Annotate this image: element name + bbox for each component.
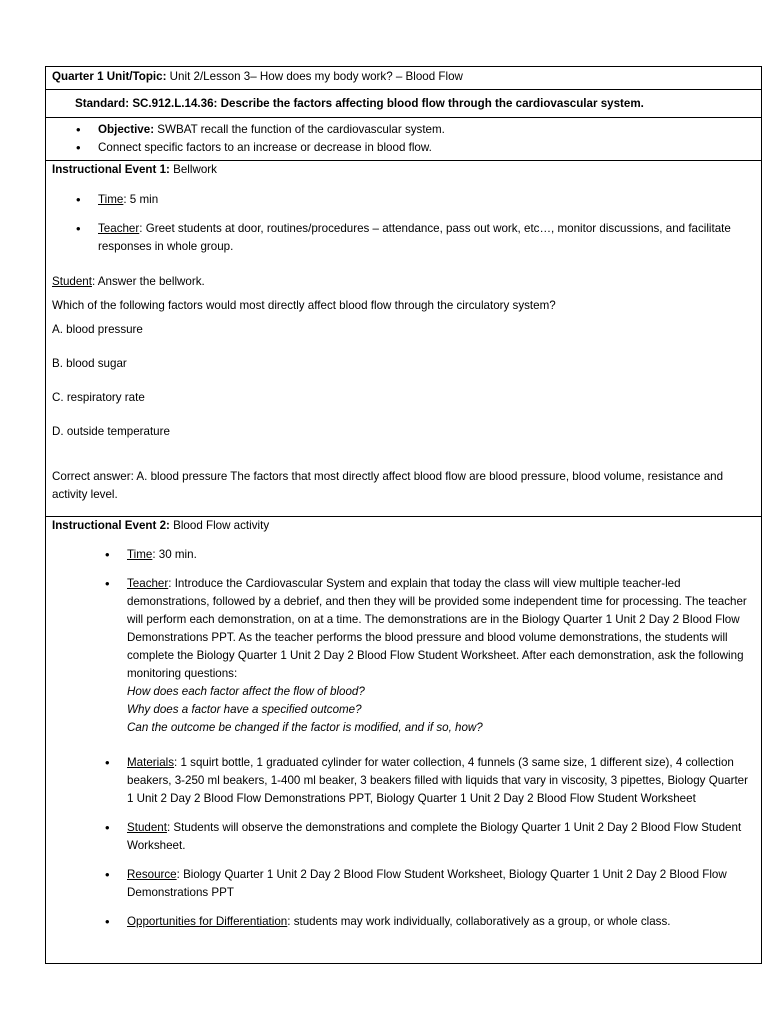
answer-option: C. respiratory rate <box>52 391 145 404</box>
event1-label: Instructional Event 1: <box>52 163 170 176</box>
objective-value: SWBAT recall the function of the cardiovascular system. <box>154 123 445 136</box>
standard-value: Describe the factors affecting blood flow through the cardiovascular system. <box>217 97 644 110</box>
event1-student-label: Student <box>52 275 92 288</box>
event2-teacher-label: Teacher <box>127 577 169 590</box>
event2-materials-label: Materials <box>127 756 175 769</box>
topic-label: Quarter 1 Unit/Topic: <box>52 70 167 83</box>
correct-answer: Correct answer: A. blood pressure The factors that most directly affect blood flow are blood pressure, blood volume, resistance and activity level. <box>52 470 724 501</box>
event2-materials <box>52 754 755 808</box>
event2-resource-value: : Biology Quarter 1 Unit 2 Day 2 Blood Flow Student Worksheet, Biology Quarter 1 Unit 2 Day 2 Blood Flow Demonstrations PPT <box>127 868 727 899</box>
event1-time-label: Time <box>98 193 124 206</box>
event1-time <box>98 191 755 209</box>
event1-time-value: : 5 min <box>123 193 159 206</box>
topic-value: Unit 2/Lesson 3– How does my body work? – Blood Flow <box>166 70 463 83</box>
event1-student <box>52 273 755 291</box>
event2-materials-value: : 1 squirt bottle, 1 graduated cylinder for water collection, 4 funnels (3 same size, 1 different size), 4 collection beakers, 3-250 ml beakers, 1-400 ml beaker, 3 beakers filled with liquids that vary in viscosity, 3 pipettes, Biology Quarter 1 Unit 2 Day 2 Blood Flow Demonstrations PPT, Biology Quarter 1 Unit 2 Day 2 Blood Flow Student Worksheet <box>127 756 748 805</box>
monitoring-question: How does each factor affect the flow of blood? <box>127 685 365 698</box>
monitoring-question: Can the outcome be changed if the factor is modified, and if so, how? <box>127 721 483 734</box>
event2-resource <box>52 866 755 902</box>
event1-teacher-label: Teacher <box>98 222 140 235</box>
event2-time-label: Time <box>127 548 153 561</box>
objective-2-text: Connect specific factors to an increase or decrease in blood flow. <box>98 141 432 154</box>
event1-teacher-value: : Greet students at door, routines/procedures – attendance, pass out work, etc…, monitor discussions, and facilitate responses in whole group. <box>98 222 731 253</box>
event2-time-value: : 30 min. <box>152 548 197 561</box>
standard-label: Standard: SC.912.L.14.36: <box>75 97 218 110</box>
event1-section <box>45 160 762 516</box>
event1-student-value: : Answer the bellwork. <box>91 275 205 288</box>
event2-time <box>52 546 755 564</box>
event2-section <box>45 516 762 964</box>
answer-option: B. blood sugar <box>52 357 127 370</box>
answer-option: D. outside temperature <box>52 425 170 438</box>
event2-label: Instructional Event 2: <box>52 519 170 532</box>
event2-diff-value: : students may work individually, collaboratively as a group, or whole class. <box>287 915 671 928</box>
objective-row <box>45 117 762 160</box>
objective-label: Objective: <box>98 123 155 136</box>
event2-student-value: : Students will observe the demonstrations and complete the Biology Quarter 1 Unit 2 Day 2 Blood Flow Student Worksheet. <box>127 821 742 852</box>
event1-value: Bellwork <box>169 163 217 176</box>
event2-teacher-value: : Introduce the Cardiovascular System and explain that today the class will view multiple teacher-led demonstrations, followed by a debrief, and then they will be provided some independent time for processing. The teacher will perform each demonstration, on at a time. The demonstrations are in the Biology Quarter 1 Unit 2 Day 2 Blood Flow Demonstrations PPT. As the teacher performs the blood pressure and blood volume demonstrations, the students will complete the Biology Quarter 1 Unit 2 Day 2 Blood Flow Student Worksheet. After each demonstration, ask the following monitoring questions: <box>127 577 747 680</box>
monitoring-question: Why does a factor have a specified outcome? <box>127 703 362 716</box>
answer-option: A. blood pressure <box>52 323 143 336</box>
bellwork-question: Which of the following factors would most directly affect blood flow through the circulatory system? <box>52 299 556 312</box>
objective-item-2 <box>98 139 761 157</box>
event2-teacher <box>52 575 755 737</box>
event2-diff-label: Opportunities for Differentiation <box>127 915 288 928</box>
event2-value: Blood Flow activity <box>169 519 270 532</box>
event2-student <box>52 819 755 855</box>
standard-row <box>45 89 762 117</box>
event2-differentiation <box>52 913 755 931</box>
topic-row <box>45 66 762 89</box>
objective-item <box>98 121 761 139</box>
event2-student-label: Student <box>127 821 167 834</box>
event1-teacher <box>98 220 755 256</box>
event2-resource-label: Resource <box>127 868 177 881</box>
lesson-plan-table <box>45 66 762 964</box>
